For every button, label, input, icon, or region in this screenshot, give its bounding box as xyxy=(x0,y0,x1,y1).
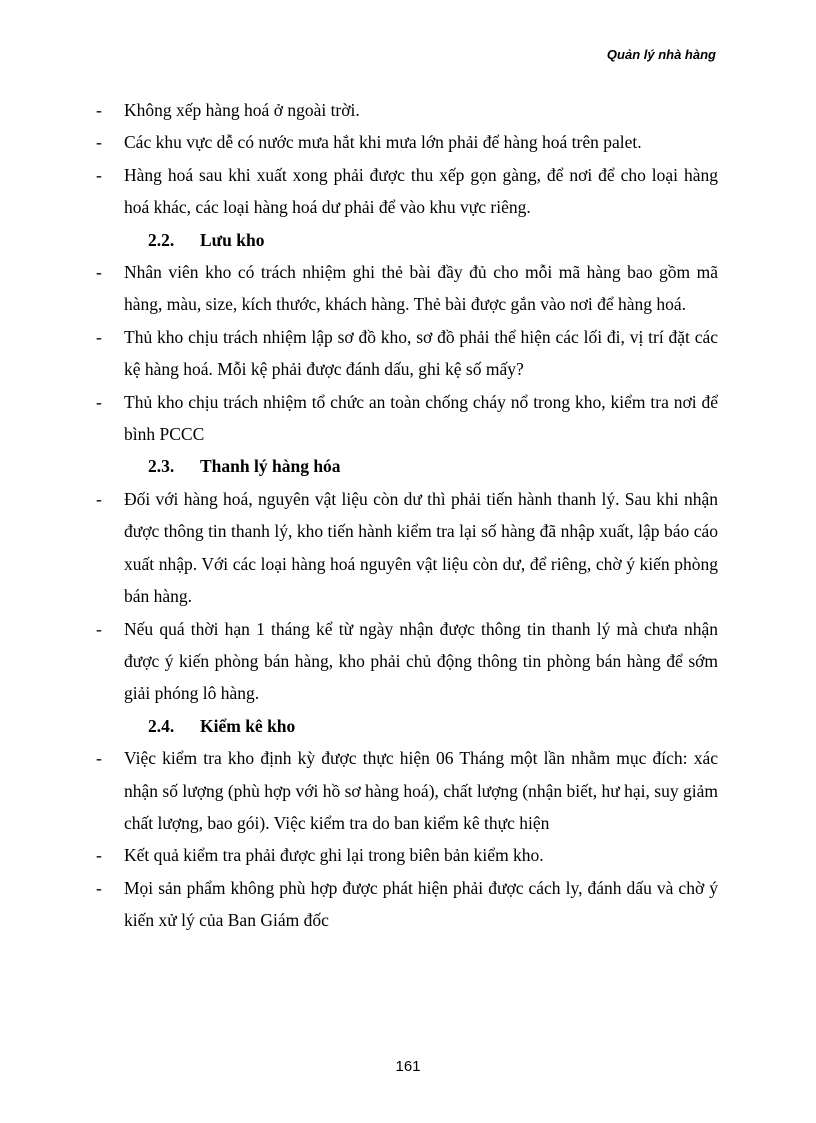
section-heading xyxy=(96,450,718,482)
list-item-text: Đối với hàng hoá, nguyên vật liệu còn dư thì phải tiến hành thanh lý. Sau khi nhận được thông tin thanh lý, kho tiến hành kiểm tra lại số hàng đã nhập xuất, lập báo cáo xuất nhập. Với các loại hàng hoá nguyên vật liệu còn dư, để riêng, chờ ý kiến phòng bán hàng. xyxy=(124,488,718,607)
list-item-text: Nếu quá thời hạn 1 tháng kể từ ngày nhận được thông tin thanh lý mà chưa nhận được ý kiến phòng bán hàng, kho phải chủ động thông tin phòng bán hàng để sớm giải phóng lô hàng. xyxy=(124,618,718,704)
list-item-text: Kết quả kiểm tra phải được ghi lại trong biên bản kiểm kho. xyxy=(124,845,544,866)
section-title: Lưu kho xyxy=(200,229,265,250)
list-item xyxy=(96,94,718,126)
list-item xyxy=(96,386,718,451)
bullet-dash: - xyxy=(96,748,102,769)
list-item xyxy=(96,159,718,224)
list-item xyxy=(96,256,718,321)
list-item xyxy=(96,613,718,710)
list-item-text: Thủ kho chịu trách nhiệm lập sơ đồ kho, sơ đồ phải thể hiện các lối đi, vị trí đặt các kệ hàng hoá. Mỗi kệ phải được đánh dấu, ghi kệ số mấy? xyxy=(124,326,718,380)
section-title: Thanh lý hàng hóa xyxy=(200,456,341,477)
section-heading xyxy=(96,710,718,742)
section-number: 2.2. xyxy=(148,229,175,250)
bullet-dash: - xyxy=(96,100,102,120)
section-number: 2.3. xyxy=(148,456,175,477)
bullet-dash: - xyxy=(96,262,102,283)
list-item xyxy=(96,839,718,871)
list-item-text: Việc kiểm tra kho định kỳ được thực hiện 06 Tháng một lần nhằm mục đích: xác nhận số lượng (phù hợp với hồ sơ hàng hoá), chất lượng (nhận biết, hư hại, suy giảm chất lượng, bao gói). Việc kiểm tra do ban kiểm kê thực hiện xyxy=(124,748,718,833)
bullet-dash: - xyxy=(96,618,102,639)
bullet-dash: - xyxy=(96,132,102,153)
list-item-text: Các khu vực dễ có nước mưa hắt khi mưa lớn phải để hàng hoá trên palet. xyxy=(124,132,642,153)
list-item-text: Hàng hoá sau khi xuất xong phải được thu xếp gọn gàng, để nơi để cho loại hàng hoá khác, các loại hàng hoá dư phải để vào khu vực riêng. xyxy=(124,164,718,218)
list-item xyxy=(96,872,718,937)
bullet-dash: - xyxy=(96,488,102,509)
bullet-dash: - xyxy=(96,845,102,866)
bullet-dash: - xyxy=(96,391,102,412)
section-heading xyxy=(96,224,718,256)
list-item-text: Thủ kho chịu trách nhiệm tổ chức an toàn chống cháy nổ trong kho, kiểm tra nơi để bình PCCC xyxy=(124,391,718,445)
list-item xyxy=(96,126,718,158)
list-item-text: Mọi sản phẩm không phù hợp được phát hiện phải được cách ly, đánh dấu và chờ ý kiến xử lý của Ban Giám đốc xyxy=(124,877,718,931)
running-header: Quản lý nhà hàng xyxy=(606,47,716,62)
list-item-text: Nhân viên kho có trách nhiệm ghi thẻ bài đầy đủ cho mỗi mã hàng bao gồm mã hàng, màu, size, kích thước, khách hàng. Thẻ bài được gắn vào nơi để hàng hoá. xyxy=(124,262,718,315)
section-title: Kiểm kê kho xyxy=(200,715,296,736)
bullet-dash: - xyxy=(96,326,102,347)
page-number: 161 xyxy=(395,1058,421,1075)
document-body xyxy=(96,94,718,937)
list-item-text: Không xếp hàng hoá ở ngoài trời. xyxy=(124,100,360,120)
list-item xyxy=(96,321,718,386)
bullet-dash: - xyxy=(96,164,102,185)
section-number: 2.4. xyxy=(148,715,175,736)
list-item xyxy=(96,483,718,613)
bullet-dash: - xyxy=(96,877,102,898)
list-item xyxy=(96,742,718,839)
